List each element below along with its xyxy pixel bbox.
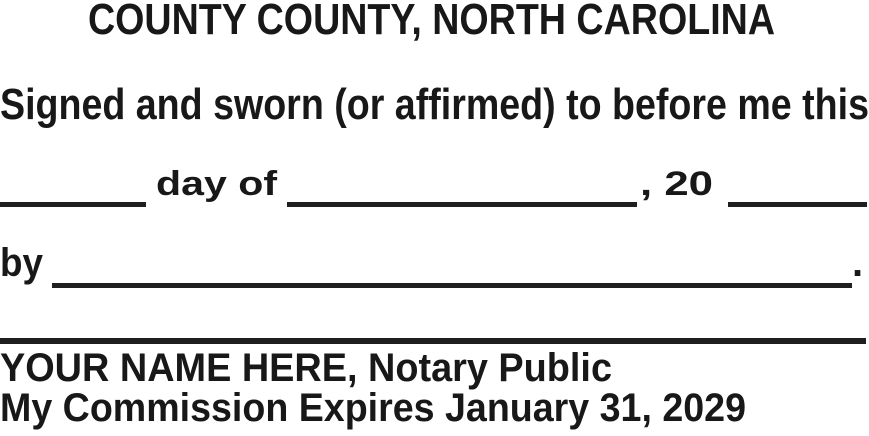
by-label: by: [0, 241, 43, 285]
year-blank-line: [728, 202, 867, 207]
signer-name-blank-line: [52, 283, 852, 288]
commission-expiration-text: My Commission Expires January 31, 2029: [0, 386, 746, 430]
day-of-label: day of: [156, 165, 277, 203]
attestation-text: Signed and sworn (or affirmed) to before me this: [0, 80, 869, 129]
signature-separator-line: [0, 338, 866, 344]
sentence-end-period: .: [852, 241, 864, 285]
day-blank-line: [0, 202, 146, 207]
county-state-heading: COUNTY COUNTY, NORTH CAROLINA: [88, 0, 775, 44]
month-blank-line: [287, 202, 637, 207]
notary-name-title: YOUR NAME HERE, Notary Public: [0, 346, 612, 390]
year-prefix-label: , 20: [640, 165, 713, 203]
